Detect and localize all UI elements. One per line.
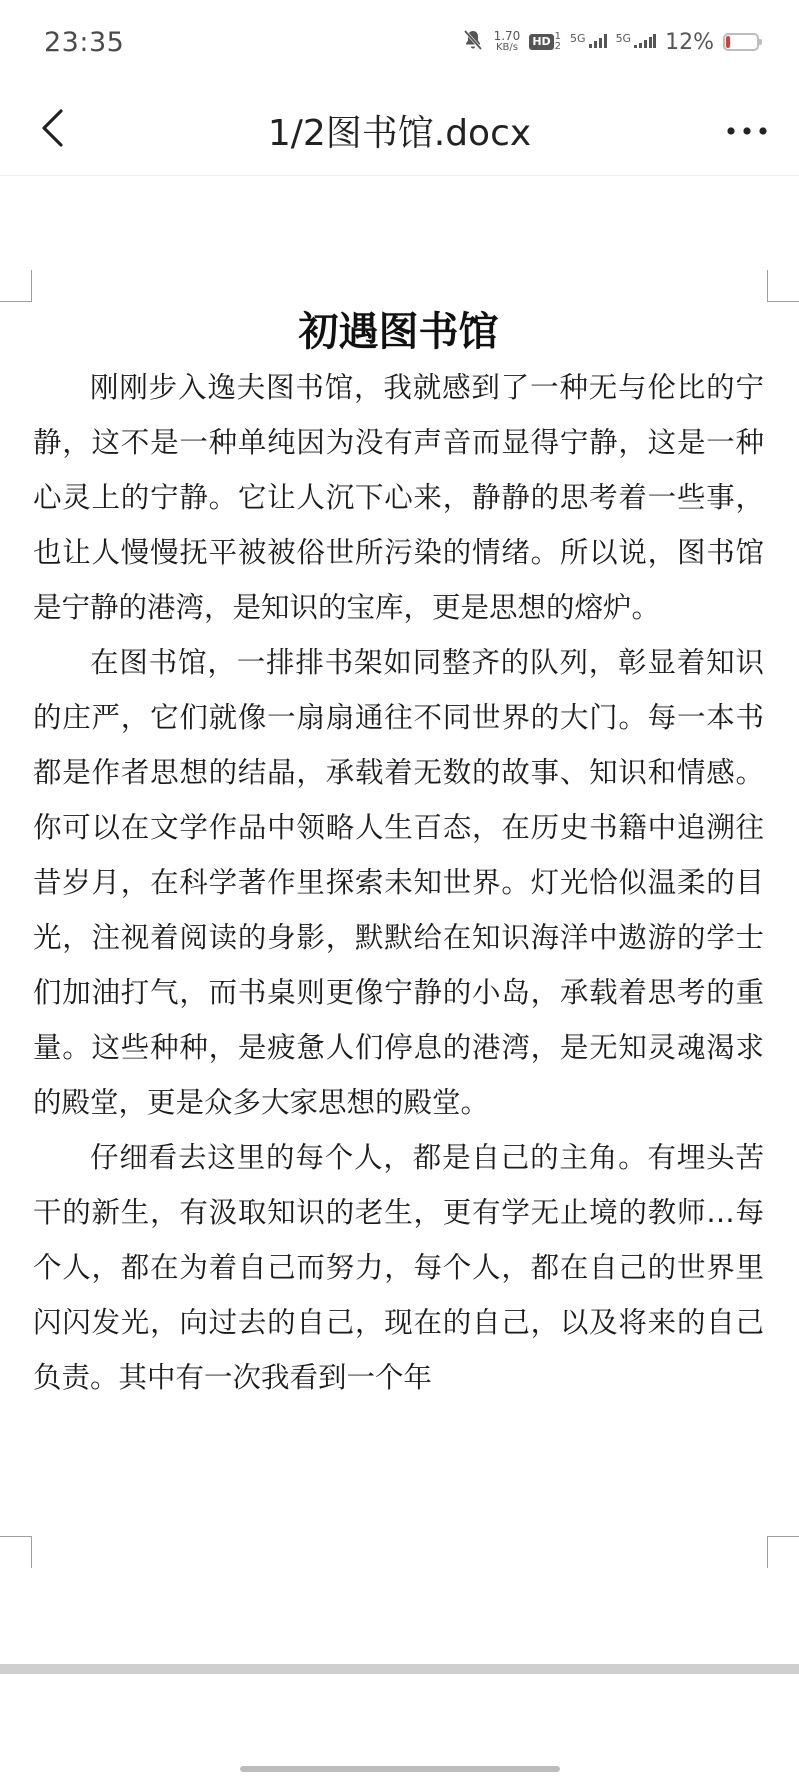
more-button[interactable] (717, 102, 777, 158)
page-divider (0, 1664, 799, 1674)
battery-percent: 12% (665, 29, 714, 55)
paragraph-3: 仔细看去这里的每个人，都是自己的主角。有埋头苦干的新生，有汲取知识的老生，更有学无止境的教师…每个人，都在为着自己而努力，每个人，都在自己的世界里闪闪发光，向过去的自己，现在的自己，以及将来的自己负责。其中有一次我看到一个年 (33, 1141, 764, 1394)
paragraph-2: 在图书馆，一排排书架如同整齐的队列，彰显着知识的庄严，它们就像一扇扇通往不同世界的大门。每一本书都是作者思想的结晶，承载着无数的故事、知识和情感。你可以在文学作品中领略人生百态，在历史书籍中追溯往昔岁月，在科学著作里探索未知世界。灯光恰似温柔的目光，注视着阅读的身影，默默给在知识海洋中遨游的学士们加油打气，而书桌则更像宁静的小岛，承载着思考的重量。这些种种，是疲惫人们停息的港湾，是无知灵魂渴求的殿堂，更是众多大家思想的殿堂。 (33, 646, 764, 1119)
crop-mark-top-left (0, 270, 32, 302)
network-speed-value: 1.70 (493, 29, 521, 43)
bell-muted-icon (461, 28, 485, 56)
signal-2 (616, 33, 657, 52)
chevron-left-icon (39, 108, 65, 152)
home-indicator[interactable] (240, 1766, 560, 1772)
crop-mark-bottom-right (767, 1536, 799, 1568)
crop-mark-bottom-left (0, 1536, 32, 1568)
network-speed (494, 30, 521, 54)
battery-icon (723, 33, 759, 51)
hd-sub-top: 1 (554, 31, 562, 42)
network-speed-unit: KB/s (495, 42, 518, 53)
document-heading: 初遇图书馆 (298, 309, 499, 355)
status-time: 23:35 (44, 26, 125, 58)
battery-fill (726, 36, 730, 48)
document-title: 1/2图书馆.docx (267, 112, 532, 154)
status-icons (461, 28, 759, 56)
hd-badge: HD (529, 34, 553, 50)
signal-1 (570, 33, 607, 52)
back-button[interactable] (28, 102, 76, 158)
document-content (33, 304, 764, 1405)
crop-mark-top-right (767, 270, 799, 302)
signal-icon (634, 33, 656, 52)
next-page[interactable] (0, 1674, 799, 1777)
document-page[interactable] (0, 176, 799, 1662)
more-horizontal-icon (726, 121, 768, 140)
paragraph-1: 刚刚步入逸夫图书馆，我就感到了一种无与伦比的宁静，这不是一种单纯因为没有声音而显得宁静，这是一种心灵上的宁静。它让人沉下心来，静静的思考着一些事，也让人慢慢抚平被被俗世所污染的情绪。所以说，图书馆是宁静的港湾，是知识的宝库，更是思想的熔炉。 (33, 371, 764, 624)
status-bar (0, 0, 799, 84)
title-bar (0, 84, 799, 176)
signal-icon (589, 33, 607, 52)
signal-2-label: 5G (615, 31, 632, 45)
signal-1-label: 5G (570, 31, 586, 45)
hd-indicator (529, 32, 561, 52)
hd-sub-bottom: 2 (554, 41, 562, 52)
hd-sub (555, 32, 561, 52)
